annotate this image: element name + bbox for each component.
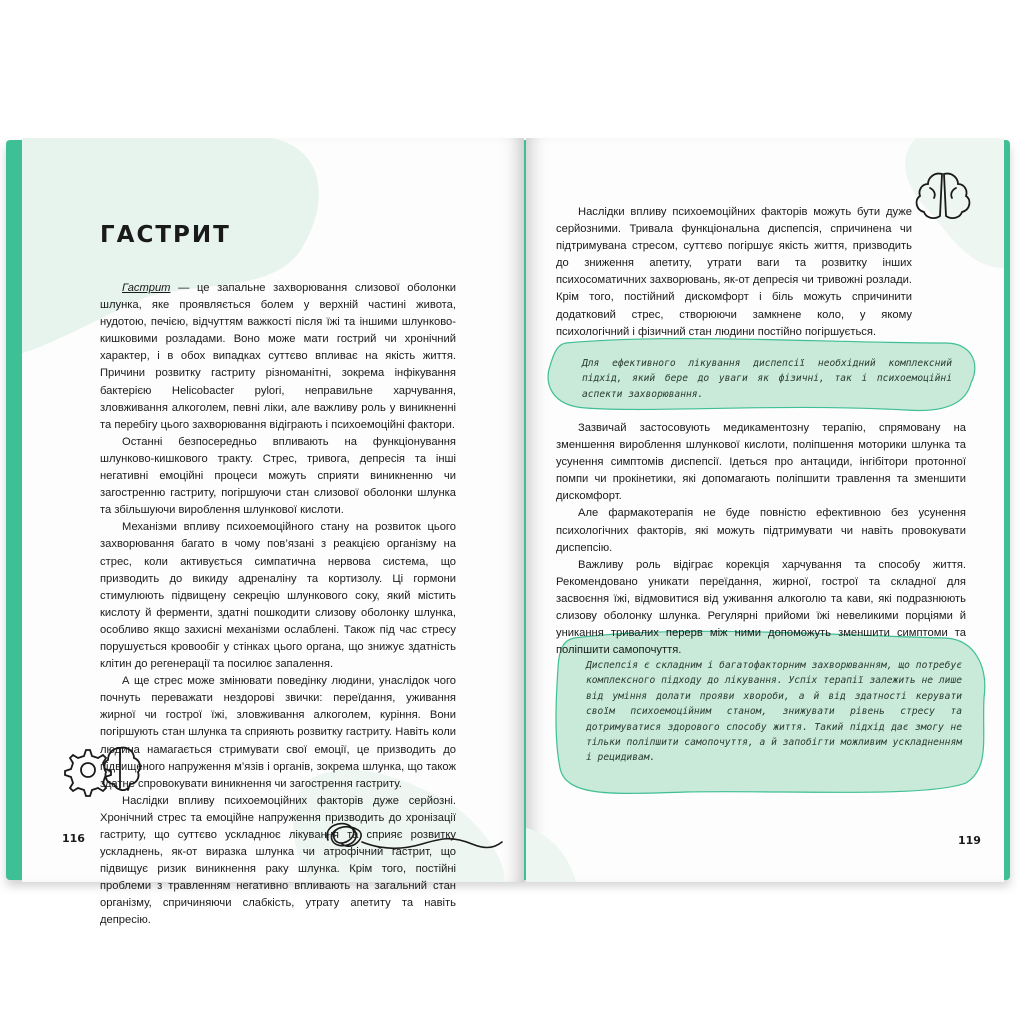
paragraph: Механізми впливу психоемоційного стану на розвиток цього захворювання багато в чому пов’язані з реакцією організму на стрес, коли активується симпатична нервова система, що призводить до викиду адреналіну та кортизолу. Ці гормони стимулюють підвищену секрецію шлункового соку, який містить кислоту й ферменти, здатні пошкодити слизову оболонку шлунка, особливо якщо захисні механізми ослаблені. Також під час стресу порушується кровообіг у стінках цього органа, що знижує здатність клітин до регенерації та посилює запалення. [100, 521, 456, 671]
paragraph: — це запальне захворювання слизової оболонки шлунка, яке проявляється болем у верхній частині живота, нудотою, печією, відчуттям важкості після їжі та іншими шлунково-кишковими розладами. Воно може мати гострий чи хронічний характер, і в обох випадках суттєво впливає на якість життя. Причини розвитку гастриту різноманітні, зокрема інфікування бактерією Helicobacter pylori, неправильне харчування, зловживання алкоголем, певні ліки, але важливу роль у виникненні та перебігу цього захворювання відіграють і психоемоційні фактори. [100, 282, 456, 431]
scribble-line-icon [308, 808, 504, 868]
intro-term: Гастрит [122, 282, 171, 294]
brain-gear-icon [58, 740, 158, 800]
paragraph: Наслідки впливу психоемоційних факторів можуть бути дуже серйозними. Тривала функціональна диспепсія, спричинена чи підтримувана стресом, суттєво погіршує якість життя, призводить до зниження апетиту, утрати ваги та розвитку інших психосоматичних захворювань, як-от депресія чи тривожні розлади. Крім того, постійний дискомфорт і біль можуть спричинити додатковий стрес, створюючи замкнене коло, у якому психологічний і фізичний стан людини постійно погіршується. [556, 206, 912, 338]
callout-box: Для ефективного лікування диспепсії необхідний комплексний підхід, який бере до уваги як фізичні, так і психоемоційні аспекти захворювання. [582, 358, 952, 400]
page-number: 119 [958, 834, 981, 847]
paragraph: Останні безпосередньо впливають на функціонування шлунково-кишкового тракту. Стрес, тривога, депресія та інші негативні емоційні процеси можуть сприяти виникненню чи загостренню гастриту, погіршуючи стан слизової оболонки шлунка та збільшуючи вироблення шлункової кислоти. [100, 435, 456, 517]
brain-icon [906, 168, 980, 224]
right-top-paragraph [556, 204, 912, 341]
paragraph: Важливу роль відіграє корекція харчування та способу життя. Рекомендовано уникати переїдання, жирної, гострої та складної для засвоєння їжі, відмовитися від уживання алкоголю та кави, які подразнюють слизову оболонку шлунка. Регулярні прийоми їжі невеликими порціями й уникання тривалих перерв між ними допоможуть зменшити симптоми та поліпшити самопочуття. [556, 558, 966, 657]
paragraph: А ще стрес може змінювати поведінку людини, унаслідок чого почнуть переважати нездорові звички: переїдання, уживання жирної чи гострої їжі, зловживання алкоголем, куріння. Вони погіршують стан шлунка та сприяють розвитку гастриту. Навіть коли людина намагається стримувати свої емоції, це призводить до підвищеного напруження м’язів і органів, зокрема шлунка, що також здатне спровокувати виникнення чи загострення гастриту. [100, 675, 456, 790]
paragraph: Зазвичай застосовують медикаментозну терапію, спрямовану на зменшення вироблення шлункової кислоти, поліпшення моторики шлунка та усунення симптомів диспепсії. Ідеться про антациди, інгібітори протонної помпи чи прокінетики, які допомагають поліпшити травлення та зменшити дискомфорт. [556, 422, 966, 503]
left-page [22, 138, 524, 927]
right-page [526, 138, 1004, 882]
right-middle-body [556, 420, 966, 659]
callout-box: Диспепсія є складним і багатофакторним захворюванням, що потребує комплексного підходу до лікування. Успіх терапії залежить не лише від уміння долати прояви хвороби, а й від здатності керувати своїм психоемоційним станом, знижувати рівень стресу та дотримуватися здорового способу життя. Такий підхід дає змогу не тільки поліпшити самопочуття, а й запобігти можливим ускладненням і рецидивам. [586, 660, 962, 764]
paragraph: Наслідки впливу психоемоційних факторів дуже серйозні. Хронічний стрес та емоційне напруження призводить до хронізації гастриту, що суттєво ускладнює лікування та сприяє розвитку ускладнень, як-от виразка шлунка чи атрофічний гастрит, що підвищує ризик виникнення раку шлунка. Крім того, постійні проблеми з травленням негативно впливають на загальний стан організму, спричиняючи слабкість, утрату апетиту та навіть депресію. [100, 794, 456, 927]
page-number: 116 [62, 832, 85, 845]
paragraph: Але фармакотерапія не буде повністю ефективною без усунення психологічних факторів, які можуть підтримувати чи навіть провокувати диспепсію. [556, 507, 966, 554]
page-title: ГАСТРИТ [100, 222, 231, 248]
